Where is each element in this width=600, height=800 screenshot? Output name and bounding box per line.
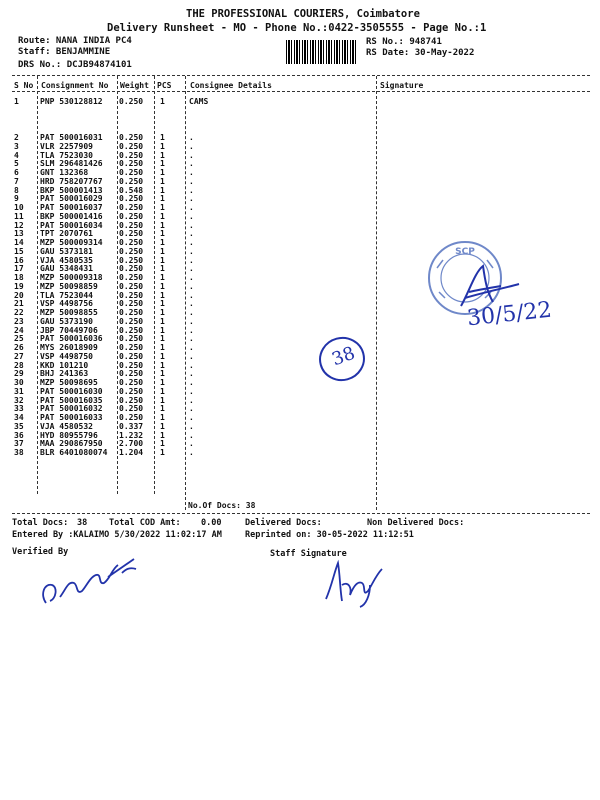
document-title: Delivery Runsheet - MO - Phone No.:0422-3505555 - Page No.:1	[107, 22, 487, 34]
row-pcs: 1	[160, 448, 165, 457]
staff-signature-label: Staff Signature	[270, 549, 347, 559]
table-row	[0, 159, 600, 168]
table-row	[0, 229, 600, 238]
row-weight: 0.250	[119, 325, 144, 335]
row-consignee-details: .	[189, 395, 194, 405]
row-weight: 0.250	[119, 404, 144, 414]
row-consignment-no: VSP 4498756	[40, 299, 93, 309]
row-pcs: 1	[160, 360, 165, 370]
company-name: THE PROFESSIONAL COURIERS, Coimbatore	[186, 8, 420, 20]
row-weight: 0.250	[119, 133, 144, 142]
row-weight: 0.250	[119, 273, 144, 282]
row-consignee-details: .	[189, 281, 194, 291]
row-consignment-no: PAT 500016037	[40, 203, 103, 212]
table-row	[0, 247, 600, 256]
delivered-docs: Delivered Docs:	[245, 518, 322, 528]
row-pcs: 1	[160, 369, 165, 379]
row-sno: 13	[14, 229, 24, 239]
row-pcs: 1	[160, 421, 165, 431]
row-weight: 0.250	[119, 246, 144, 256]
row-consignee-details: .	[189, 255, 194, 265]
total-docs-label: Total Docs:	[12, 518, 69, 528]
row-pcs: 1	[160, 351, 165, 361]
row-weight: 0.250	[119, 360, 144, 370]
row-sno: 30	[14, 378, 24, 387]
row-weight: 0.250	[119, 413, 144, 422]
row-consignment-no: VSP 4498750	[40, 351, 93, 361]
row-weight: 0.250	[119, 211, 144, 221]
row-sno: 16	[14, 255, 24, 265]
row-consignment-no: VLR 2257909	[40, 141, 93, 151]
table-row	[0, 439, 600, 448]
row-consignment-no: PAT 500016030	[40, 386, 103, 396]
row-sno: 17	[14, 264, 24, 274]
row-consignee-details: .	[189, 220, 194, 230]
row-consignee-details: .	[189, 316, 194, 326]
circled-count: 38	[329, 342, 358, 371]
row-sno: 27	[14, 351, 24, 361]
row-consignee-details: .	[189, 378, 194, 387]
row-weight: 0.250	[119, 141, 144, 151]
row-sno: 18	[14, 273, 24, 282]
row-consignee-details: .	[189, 369, 194, 379]
row-weight: 0.250	[119, 378, 144, 387]
table-row	[0, 168, 600, 177]
row-weight: 0.250	[119, 229, 144, 239]
row-pcs: 1	[160, 185, 165, 195]
table-row	[0, 212, 600, 221]
row-sno: 12	[14, 220, 24, 230]
row-sno: 1	[14, 97, 19, 106]
row-weight: 0.250	[119, 290, 144, 300]
row-consignee-details: .	[189, 413, 194, 422]
rs-date: RS Date: 30-May-2022	[366, 48, 475, 58]
table-row	[0, 203, 600, 212]
table-row	[0, 404, 600, 413]
row-consignee-details: .	[189, 360, 194, 370]
row-sno: 7	[14, 176, 19, 186]
row-weight: 0.250	[119, 386, 144, 396]
row-consignment-no: TLA 7523030	[40, 150, 93, 160]
row-consignee-details: .	[189, 273, 194, 282]
row-sno: 24	[14, 325, 24, 335]
table-header-rule	[12, 91, 590, 92]
row-weight: 0.250	[119, 351, 144, 361]
row-consignment-no: TPT 2070761	[40, 229, 93, 239]
row-consignee-details: .	[189, 246, 194, 256]
col-header-signature: Signature	[380, 81, 424, 90]
row-weight: 0.250	[119, 281, 144, 291]
row-consignment-no: MZP 50098855	[40, 308, 98, 317]
row-sno: 25	[14, 334, 24, 344]
row-sno: 29	[14, 369, 24, 379]
table-row	[0, 422, 600, 431]
row-consignee-details: .	[189, 448, 194, 457]
row-sno: 2	[14, 133, 19, 142]
row-sno: 32	[14, 395, 24, 405]
row-weight: 2.700	[119, 439, 144, 449]
col-header-consignee: Consignee Details	[190, 81, 272, 90]
row-sno: 11	[14, 211, 24, 221]
row-consignee-details: .	[189, 421, 194, 431]
table-row	[0, 369, 600, 378]
row-consignee-details: .	[189, 343, 194, 352]
row-consignment-no: PAT 500016031	[40, 133, 103, 142]
row-consignee-details: .	[189, 141, 194, 151]
row-consignee-details: .	[189, 229, 194, 239]
row-pcs: 1	[160, 255, 165, 265]
staff-signature	[318, 555, 388, 610]
row-sno: 26	[14, 343, 24, 352]
row-weight: 0.548	[119, 185, 144, 195]
row-weight: 0.250	[119, 255, 144, 265]
total-docs-value: 38	[77, 518, 88, 528]
row-pcs: 1	[160, 290, 165, 300]
col-header-consignment: Consignment No	[41, 81, 109, 90]
row-weight: 1.232	[119, 430, 144, 440]
verifier-signature	[38, 555, 148, 610]
row-consignee-details: .	[189, 194, 194, 204]
row-consignment-no: SLM 296481426	[40, 159, 103, 169]
row-pcs: 1	[160, 229, 165, 239]
route-text: Route: NANA INDIA PC4	[18, 36, 132, 46]
row-weight: 0.250	[119, 194, 144, 204]
row-pcs: 1	[160, 97, 165, 106]
row-consignee-details: .	[189, 203, 194, 212]
row-consignment-no: HYD 80955796	[40, 430, 98, 440]
row-pcs: 1	[160, 238, 165, 247]
table-bottom-rule	[12, 513, 590, 514]
row-pcs: 1	[160, 220, 165, 230]
row-pcs: 1	[160, 413, 165, 422]
table-row	[0, 396, 600, 405]
row-consignee-details: .	[189, 351, 194, 361]
row-weight: 0.250	[119, 343, 144, 352]
row-consignee-details: .	[189, 264, 194, 274]
drs-number: DRS No.: DCJB94874101	[18, 60, 132, 70]
row-weight: 0.250	[119, 176, 144, 186]
row-weight: 0.250	[119, 369, 144, 379]
table-row	[0, 361, 600, 370]
row-sno: 4	[14, 150, 19, 160]
col-header-sno: S No	[14, 81, 34, 90]
table-row	[0, 448, 600, 457]
row-weight: 0.250	[119, 97, 144, 106]
row-consignee-details: .	[189, 168, 194, 177]
row-weight: 0.250	[119, 334, 144, 344]
row-sno: 28	[14, 360, 24, 370]
row-pcs: 1	[160, 176, 165, 186]
row-weight: 0.250	[119, 395, 144, 405]
table-row	[0, 177, 600, 186]
row-sno: 19	[14, 281, 24, 291]
row-consignment-no: VJA 4580532	[40, 421, 93, 431]
row-pcs: 1	[160, 141, 165, 151]
row-sno: 20	[14, 290, 24, 300]
row-sno: 6	[14, 168, 19, 177]
row-consignment-no: TLA 7523044	[40, 290, 93, 300]
row-weight: 0.250	[119, 159, 144, 169]
row-consignee-details: .	[189, 299, 194, 309]
handwritten-date: 30/5/22	[465, 297, 553, 332]
rs-number: RS No.: 948741	[366, 37, 442, 47]
row-sno: 22	[14, 308, 24, 317]
row-pcs: 1	[160, 264, 165, 274]
verified-by-label: Verified By	[12, 547, 69, 557]
row-consignee-details: .	[189, 290, 194, 300]
row-consignment-no: MZP 50098695	[40, 378, 98, 387]
row-sno: 3	[14, 141, 19, 151]
row-consignee-details: .	[189, 159, 194, 169]
row-sno: 37	[14, 439, 24, 449]
non-delivered-docs: Non Delivered Docs:	[367, 518, 465, 528]
row-pcs: 1	[160, 430, 165, 440]
row-pcs: 1	[160, 273, 165, 282]
row-consignee-details: .	[189, 308, 194, 317]
row-pcs: 1	[160, 395, 165, 405]
table-row	[0, 221, 600, 230]
table-row	[0, 413, 600, 422]
staff-text: Staff: BENJAMMINE	[18, 47, 111, 57]
col-header-pcs: PCS	[157, 81, 172, 90]
row-sno: 23	[14, 316, 24, 326]
row-consignment-no: GAU 5348431	[40, 264, 93, 274]
row-consignment-no: PAT 500016029	[40, 194, 103, 204]
row-pcs: 1	[160, 281, 165, 291]
table-row	[0, 387, 600, 396]
row-consignment-no: PNP 530128812	[40, 97, 103, 106]
row-pcs: 1	[160, 325, 165, 335]
table-top-rule	[12, 75, 590, 76]
row-consignment-no: HRD 758207767	[40, 176, 103, 186]
row-weight: 0.250	[119, 238, 144, 247]
table-row	[0, 431, 600, 440]
total-cod-label: Total COD Amt:	[109, 518, 181, 528]
table-row	[0, 133, 600, 142]
row-consignment-no: BHJ 241363	[40, 369, 89, 379]
table-row	[0, 352, 600, 361]
row-consignee-details: CAMS	[189, 97, 209, 106]
row-consignment-no: MZP 500009318	[40, 273, 103, 282]
row-consignment-no: BKP 500001416	[40, 211, 103, 221]
row-pcs: 1	[160, 316, 165, 326]
total-cod-value: 0.00	[201, 518, 222, 528]
row-consignment-no: PAT 500016034	[40, 220, 103, 230]
table-row	[0, 343, 600, 352]
row-weight: 0.250	[119, 264, 144, 274]
row-weight: 0.250	[119, 203, 144, 212]
row-pcs: 1	[160, 404, 165, 414]
row-pcs: 1	[160, 194, 165, 204]
reprinted-on: Reprinted on: 30-05-2022 11:12:51	[245, 530, 414, 540]
row-sno: 36	[14, 430, 24, 440]
row-consignee-details: .	[189, 133, 194, 142]
row-sno: 35	[14, 421, 24, 431]
table-row	[0, 186, 600, 195]
row-sno: 31	[14, 386, 24, 396]
row-consignee-details: .	[189, 238, 194, 247]
row-weight: 0.250	[119, 220, 144, 230]
row-consignee-details: .	[189, 176, 194, 186]
table-row	[0, 334, 600, 343]
table-row	[0, 378, 600, 387]
row-consignee-details: .	[189, 334, 194, 344]
row-consignment-no: BKP 500001413	[40, 185, 103, 195]
row-pcs: 1	[160, 308, 165, 317]
row-sno: 33	[14, 404, 24, 414]
table-row	[0, 194, 600, 203]
row-consignment-no: MAA 290867950	[40, 439, 103, 449]
row-consignee-details: .	[189, 404, 194, 414]
row-pcs: 1	[160, 246, 165, 256]
row-pcs: 1	[160, 133, 165, 142]
row-weight: 0.250	[119, 316, 144, 326]
table-row	[0, 238, 600, 247]
row-consignment-no: PAT 500016032	[40, 404, 103, 414]
row-sno: 9	[14, 194, 19, 204]
row-consignment-no: JBP 70449706	[40, 325, 98, 335]
row-consignment-no: GAU 5373190	[40, 316, 93, 326]
col-header-weight: Weight	[120, 81, 149, 90]
row-sno: 38	[14, 448, 24, 457]
row-sno: 5	[14, 159, 19, 169]
table-row	[0, 151, 600, 160]
row-pcs: 1	[160, 343, 165, 352]
row-consignment-no: MZP 50098859	[40, 281, 98, 291]
row-consignment-no: PAT 500016033	[40, 413, 103, 422]
row-consignment-no: KKD 101210	[40, 360, 89, 370]
row-weight: 0.250	[119, 150, 144, 160]
row-sno: 34	[14, 413, 24, 422]
row-consignment-no: VJA 4580535	[40, 255, 93, 265]
stamp-text: SCP	[455, 247, 475, 257]
row-pcs: 1	[160, 203, 165, 212]
barcode	[286, 40, 358, 64]
entered-by: Entered By :KALAIMO 5/30/2022 11:02:17 AM	[12, 530, 222, 540]
no-of-docs: No.Of Docs: 38	[188, 501, 256, 510]
table-row	[0, 97, 600, 106]
row-consignee-details: .	[189, 185, 194, 195]
row-sno: 10	[14, 203, 24, 212]
row-consignment-no: GAU 5373181	[40, 246, 93, 256]
row-consignment-no: BLR 6401080074	[40, 448, 108, 457]
row-consignment-no: MZP 500009314	[40, 238, 103, 247]
row-consignee-details: .	[189, 439, 194, 449]
row-consignment-no: GNT 132368	[40, 168, 89, 177]
row-pcs: 1	[160, 334, 165, 344]
row-pcs: 1	[160, 439, 165, 449]
row-weight: 0.337	[119, 421, 144, 431]
row-consignee-details: .	[189, 211, 194, 221]
row-consignee-details: .	[189, 150, 194, 160]
row-pcs: 1	[160, 168, 165, 177]
row-pcs: 1	[160, 386, 165, 396]
row-pcs: 1	[160, 378, 165, 387]
row-sno: 14	[14, 238, 24, 247]
row-sno: 21	[14, 299, 24, 309]
row-pcs: 1	[160, 211, 165, 221]
row-sno: 15	[14, 246, 24, 256]
row-consignee-details: .	[189, 386, 194, 396]
row-weight: 0.250	[119, 168, 144, 177]
row-weight: 0.250	[119, 308, 144, 317]
row-weight: 1.204	[119, 448, 144, 457]
row-weight: 0.250	[119, 299, 144, 309]
table-row	[0, 142, 600, 151]
row-pcs: 1	[160, 159, 165, 169]
row-pcs: 1	[160, 150, 165, 160]
row-consignee-details: .	[189, 430, 194, 440]
row-sno: 8	[14, 185, 19, 195]
row-consignment-no: PAT 500016036	[40, 334, 103, 344]
row-consignment-no: PAT 500016035	[40, 395, 103, 405]
row-consignee-details: .	[189, 325, 194, 335]
row-pcs: 1	[160, 299, 165, 309]
row-consignment-no: MYS 26018909	[40, 343, 98, 352]
